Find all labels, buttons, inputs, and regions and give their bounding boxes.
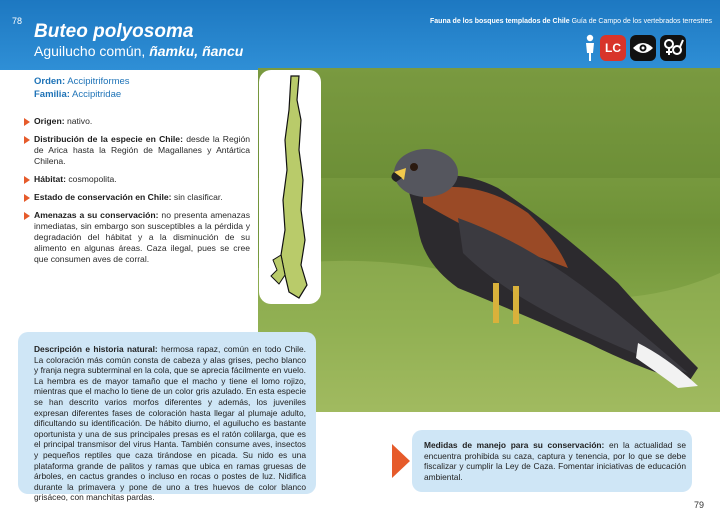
series-title bbox=[430, 18, 712, 25]
common-name-plain: Aguilucho común, bbox=[34, 43, 150, 59]
fact-text: desde la Región de Arica hasta la Región de Magallanes y Antártica Chilena. bbox=[34, 134, 251, 166]
fact-text: no presenta amenazas inmediatas, sin embargo son susceptibles a la pérdida y degradación del hábitat y a la disminución de su alimento en algunas áreas. Caza ilegal, pues se cree que consumen aves de corral. bbox=[34, 210, 250, 264]
fact-label: Distribución de la especie en Chile: bbox=[34, 134, 183, 144]
taxonomy-family bbox=[34, 89, 121, 100]
management-arrow-icon bbox=[392, 444, 410, 483]
fact-text: cosmopolita. bbox=[66, 174, 117, 184]
fact-label: Estado de conservación en Chile: bbox=[34, 192, 172, 202]
description-body: hermosa rapaz, común en todo Chile. La coloración más común consta de cabeza y alas grises, pecho blanco y franja negra subterminal en la cola, que se aprecia fácilmente en vuelo. La hembra es de mayor tamaño que el macho y tiene el lomo rojizo, mientras que el macho lo tiene de un color gris azulado. En esta especie se han descrito varios morfos diferentes y además, los juveniles expresan diferentes fases de coloración hasta llegar al plumaje adulto, dificultando su identificación. De hábito diurno, el aguilucho es bastante oportunista y una de sus principales presas es el ratón colilarga, que es el principal transmisor del virus Hanta. También consume aves, insectos y pequeños reptiles que caza tirándose en picada. Su nido es una plataforma grande de palitos y ramas que ubica en ramas gruesas de árboles, en cactus grandes o incluso en rocas o postes de luz. Nidifica durante la primavera y pone de uno a tres huevos de color blanco grisáceo, con manchitas pardas. bbox=[34, 344, 306, 503]
fact-label: Amenazas a su conservación: bbox=[34, 210, 159, 220]
description-text bbox=[34, 344, 306, 503]
management-body: en la actualidad se encuentra prohibida su caza, captura y tenencia, por lo que se debe fiscalizar y cumplir la Ley de Caza. Fomentar iniciativas de educación ambiental. bbox=[424, 440, 686, 482]
fact-label: Origen: bbox=[34, 116, 65, 126]
order-value: Accipitriformes bbox=[67, 76, 130, 87]
fact-habitat bbox=[24, 174, 250, 185]
eye-icon bbox=[630, 35, 656, 61]
management-label: Medidas de manejo para su conservación: bbox=[424, 440, 605, 450]
page-number-left: 78 bbox=[12, 16, 23, 26]
fact-text: sin clasificar. bbox=[171, 192, 223, 202]
description-label: Descripción e historia natural: bbox=[34, 344, 158, 354]
family-value: Accipitridae bbox=[72, 89, 122, 100]
series-title-bold: Fauna de los bosques templados de Chile bbox=[430, 18, 570, 25]
common-name-local: ñamku, ñancu bbox=[149, 43, 244, 59]
sexes-icon bbox=[660, 35, 686, 61]
page-number-right: 79 bbox=[694, 500, 705, 510]
fact-label: Hábitat: bbox=[34, 174, 66, 184]
fact-origin bbox=[24, 116, 250, 127]
fact-distribution bbox=[24, 134, 250, 167]
person-icon bbox=[584, 34, 596, 62]
status-icons bbox=[584, 32, 686, 64]
fact-list bbox=[24, 116, 250, 272]
management-text bbox=[424, 440, 686, 482]
fact-conservation bbox=[24, 192, 250, 203]
bird-photo bbox=[258, 68, 720, 412]
order-label: Orden: bbox=[34, 76, 66, 87]
fact-threats bbox=[24, 210, 250, 265]
distribution-map bbox=[259, 70, 321, 304]
taxonomy-order bbox=[34, 76, 130, 87]
lc-badge: LC bbox=[600, 35, 626, 61]
series-title-rest: Guía de Campo de los vertebrados terrestres bbox=[569, 18, 713, 25]
family-label: Familia: bbox=[34, 89, 70, 100]
fact-text: nativo. bbox=[64, 116, 93, 126]
scientific-name: Buteo polyosoma bbox=[34, 21, 194, 42]
common-name bbox=[34, 43, 243, 59]
